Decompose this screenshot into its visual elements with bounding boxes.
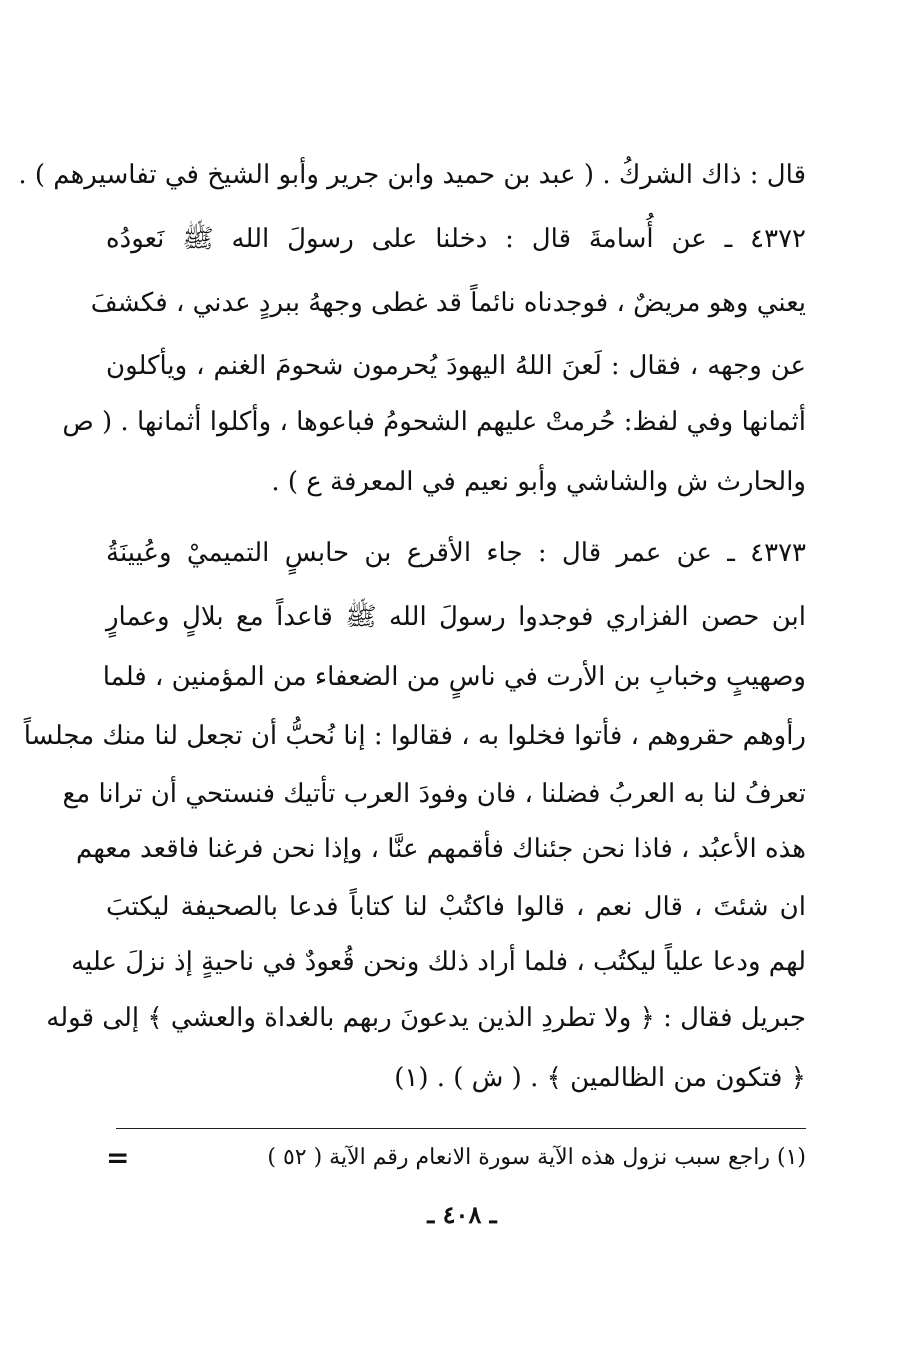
text-line-5: أثمانها وفي لفظ: حُرمتْ عليهم الشحومُ فباعوها ، وأكلوا أثمانها . ( ص [62,407,806,437]
footnote-separator [116,1128,806,1129]
footnote [106,1135,806,1181]
text-line-15: جبريل فقال : ﴿ ولا تطردِ الذين يدعونَ ربهم بالغداة والعشي ﴾ إلى قوله [46,1003,806,1033]
text-line-13: ان شئتَ ، قال نعم ، قالوا فاكتُبْ لنا كتاباً فدعا بالصحيفة ليكتبَ [106,892,806,922]
text-line-2: ٤٣٧٢ ـ عن أُسامةَ قال : دخلنا على رسولَ الله ﷺ نَعودُه [106,224,806,254]
text-line-9: وصهيبٍ وخبابِ بن الأرت في ناسٍ من الضعفاء من المؤمنين ، فلما [102,662,806,692]
text-line-11: تعرفُ لنا به العربُ فضلنا ، فان وفودَ العرب تأتيك فنستحي أن ترانا مع [62,779,806,809]
text-line-14: لهم ودعا علياً ليكتُب ، فلما أراد ذلك ونحن قُعودٌ في ناحيةٍ إذ نزلَ عليه [71,947,806,977]
text-line-1: قال : ذاك الشركُ . ( عبد بن حميد وابن جرير وأبو الشيخ في تفاسيرهم ) . [18,160,806,190]
text-line-12: هذه الأعبُد ، فاذا نحن جئناك فأقمهم عنَّا ، وإذا نحن فرغنا فاقعد معهم [76,834,806,864]
page-number: ـ ٤٠٨ ـ [427,1200,497,1229]
text-line-16: ﴿ فتكون من الظالمين ﴾ . ( ش ) . (١) [394,1063,806,1093]
text-line-10: رأوهم حقروهم ، فأتوا فخلوا به ، فقالوا : إنا نُحبُّ أن تجعل لنا منك مجلساً [23,721,806,751]
footnote-text: (١) راجع سبب نزول هذه الآية سورة الانعام رقم الآية ( ٥٢ ) [267,1145,806,1170]
text-line-7: ٤٣٧٣ ـ عن عمر قال : جاء الأقرع بن حابسٍ التميميْ وعُيينَةُ [106,538,806,568]
footnote-continuation-mark: = [106,1141,130,1174]
text-line-6: والحارث ش والشاشي وأبو نعيم في المعرفة ع ) . [271,467,806,497]
text-line-4: عن وجهه ، فقال : لَعنَ اللهُ اليهودَ يُحرمون شحومَ الغنم ، ويأكلون [106,351,806,381]
text-line-3: يعني وهو مريضٌ ، فوجدناه نائماً قد غطى وجههُ ببردٍ عدني ، فكشفَ [90,288,806,318]
text-line-8: ابن حصن الفزاري فوجدوا رسولَ الله ﷺ قاعداً مع بلالٍ وعمارٍ [106,602,806,632]
